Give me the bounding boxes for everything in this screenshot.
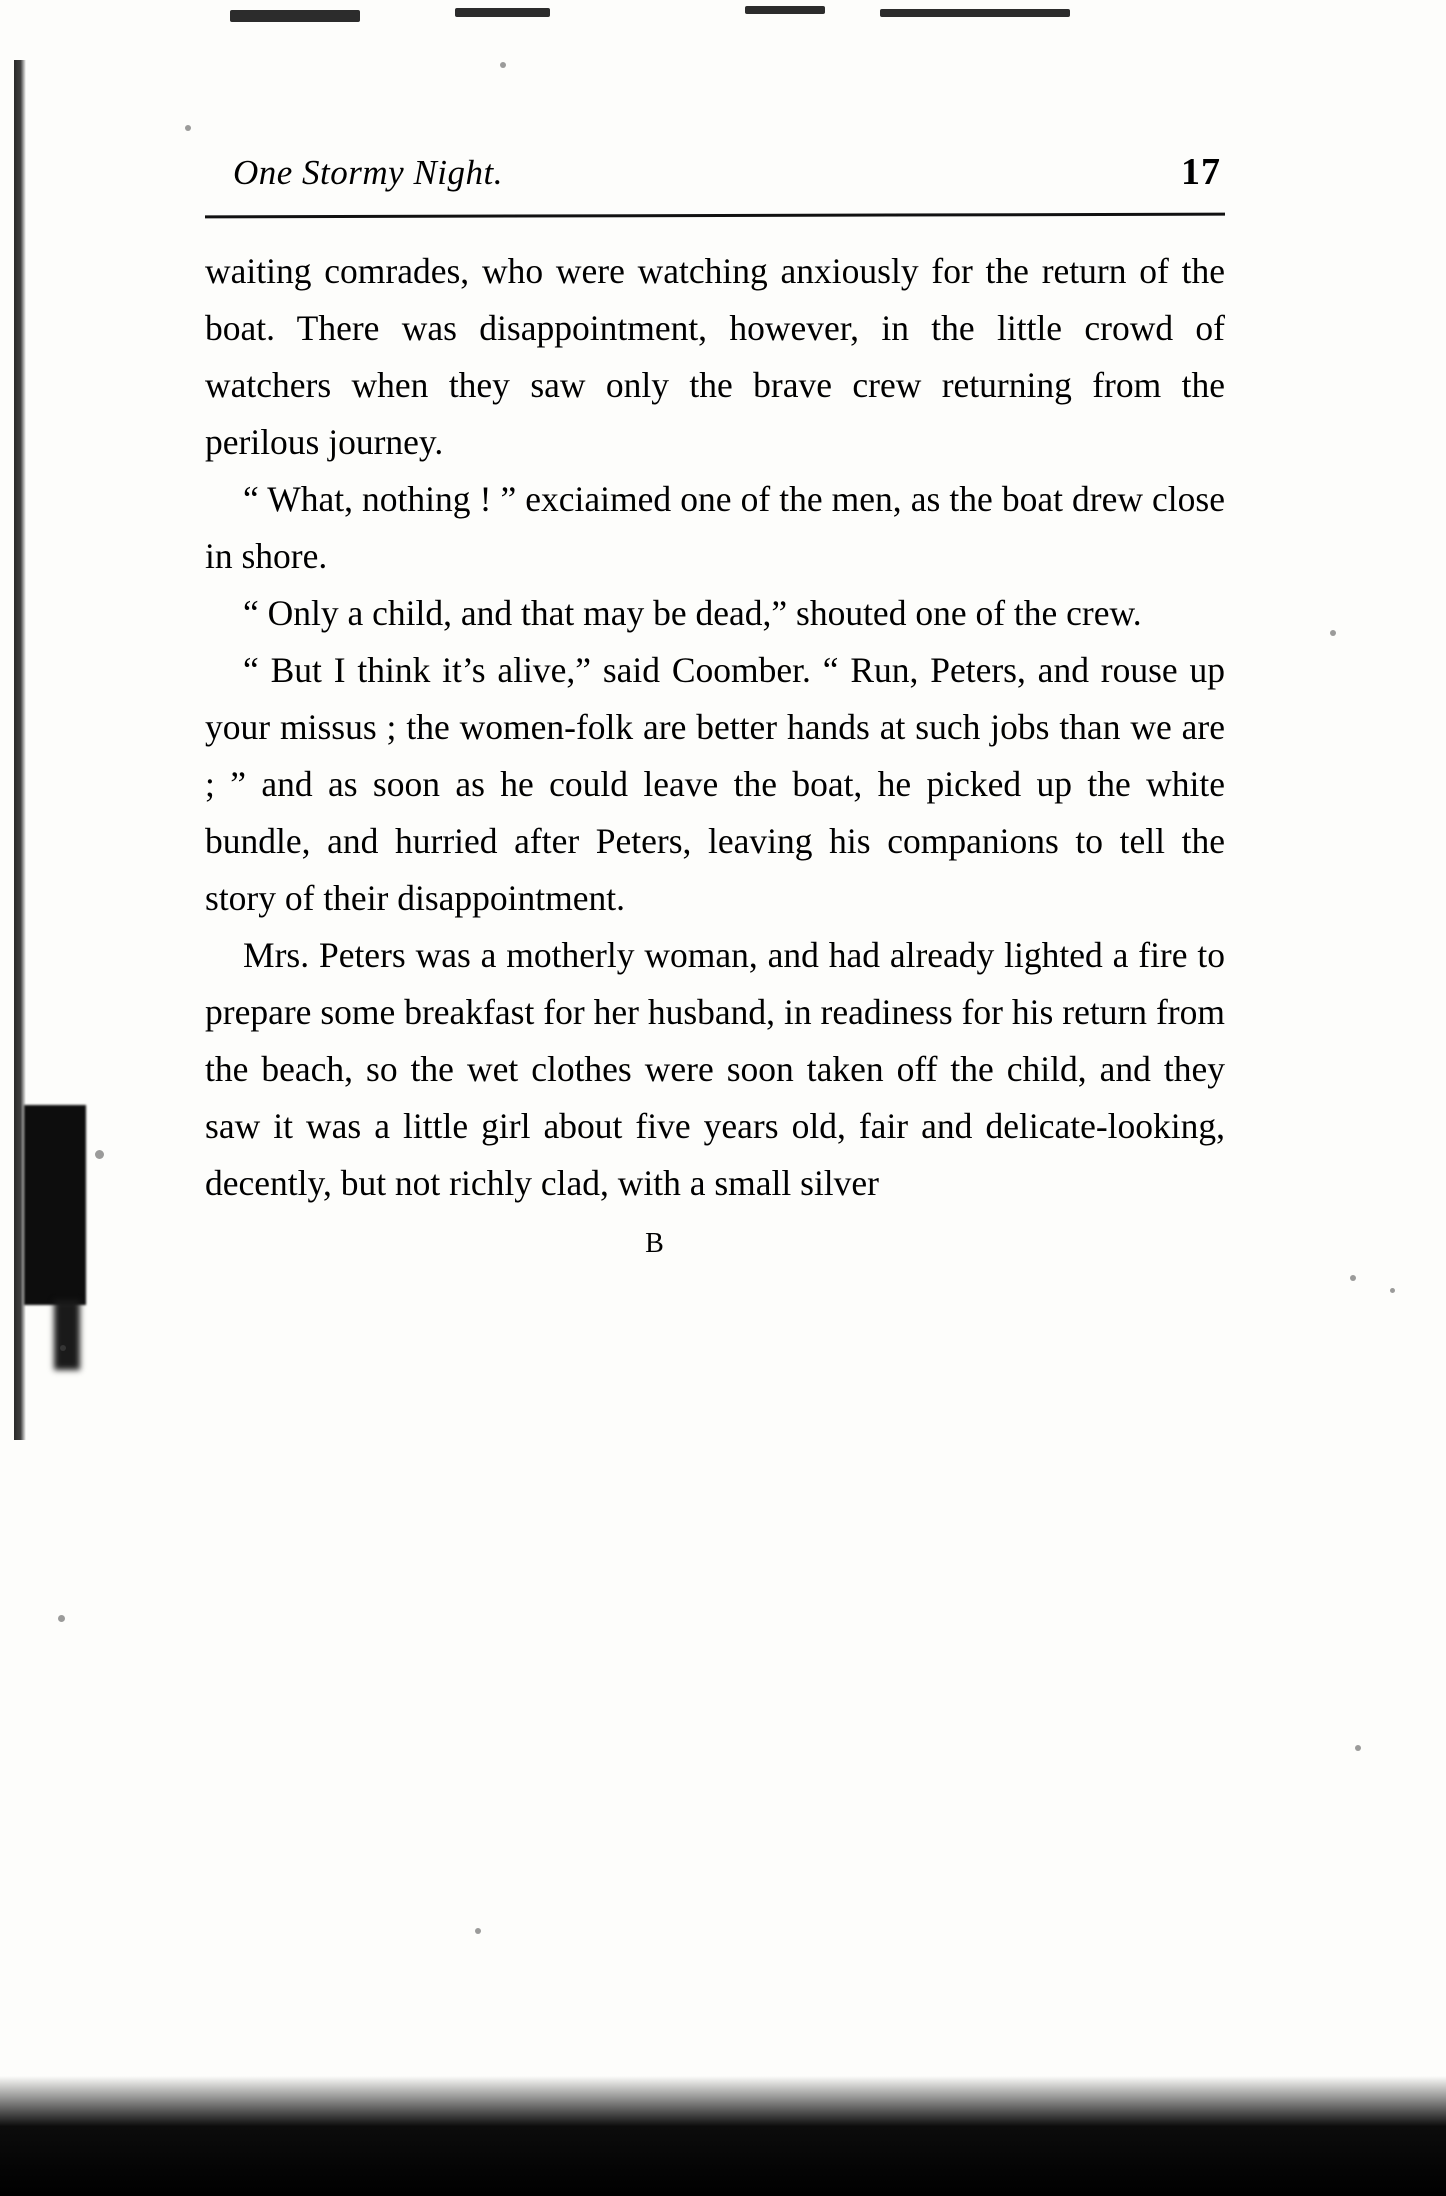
paragraph: “ Only a child, and that may be dead,” shouted one of the crew.	[243, 593, 1142, 633]
paragraph: “ But I think it’s alive,” said Coomber. “ Run, Peters, and rouse up your missus ; the women-folk are better hands at such jobs than we are ; ” and as soon as he could leave the boat, he picked up the white bundle, and hurried after Peters, leaving his companions to tell the story of their disappointment.	[205, 650, 1225, 918]
scan-artifact-speck	[1330, 630, 1336, 636]
scan-artifact-speck	[1350, 1275, 1356, 1281]
scan-artifact-bottom-edge	[0, 2076, 1446, 2196]
signature-mark: B	[645, 1228, 665, 1259]
running-head	[205, 150, 1225, 194]
scan-artifact-speck	[475, 1928, 481, 1934]
scan-artifact-top-smudge-2	[455, 8, 550, 17]
body-text	[205, 243, 1225, 1212]
scan-artifact-top-smudge-4	[880, 9, 1070, 17]
page-title: One Stormy Night.	[233, 153, 504, 192]
paragraph: Mrs. Peters was a motherly woman, and had already lighted a fire to prepare some breakfast for her husband, in readiness for his return from the beach, so the wet clothes were soon taken off the child, and they saw it was a little girl about five years old, fair and delicate-looking, decently, but not richly clad, with a small silver	[205, 935, 1225, 1203]
scan-artifact-speck	[60, 1345, 66, 1351]
page-content	[205, 150, 1225, 1260]
scan-artifact-speck	[58, 1615, 65, 1622]
scan-artifact-speck	[185, 125, 191, 131]
scan-artifact-speck	[95, 1150, 104, 1159]
scan-artifact-speck	[500, 62, 506, 68]
scan-artifact-top-smudge-3	[745, 6, 825, 14]
paragraph: waiting comrades, who were watching anxiously for the return of the boat. There was disappointment, however, in the little crowd of watchers when they saw only the brave crew returning from the perilous journey.	[205, 251, 1225, 462]
scan-artifact-speck	[1355, 1745, 1361, 1751]
scan-artifact-speck	[1390, 1288, 1395, 1293]
paragraph: “ What, nothing ! ” exciaimed one of the men, as the boat drew close in shore.	[205, 479, 1225, 576]
scan-artifact-left-blob	[24, 1105, 86, 1305]
header-rule	[205, 213, 1225, 219]
scan-artifact-top-smudge-1	[230, 10, 360, 22]
page-number: 17	[1181, 151, 1221, 193]
